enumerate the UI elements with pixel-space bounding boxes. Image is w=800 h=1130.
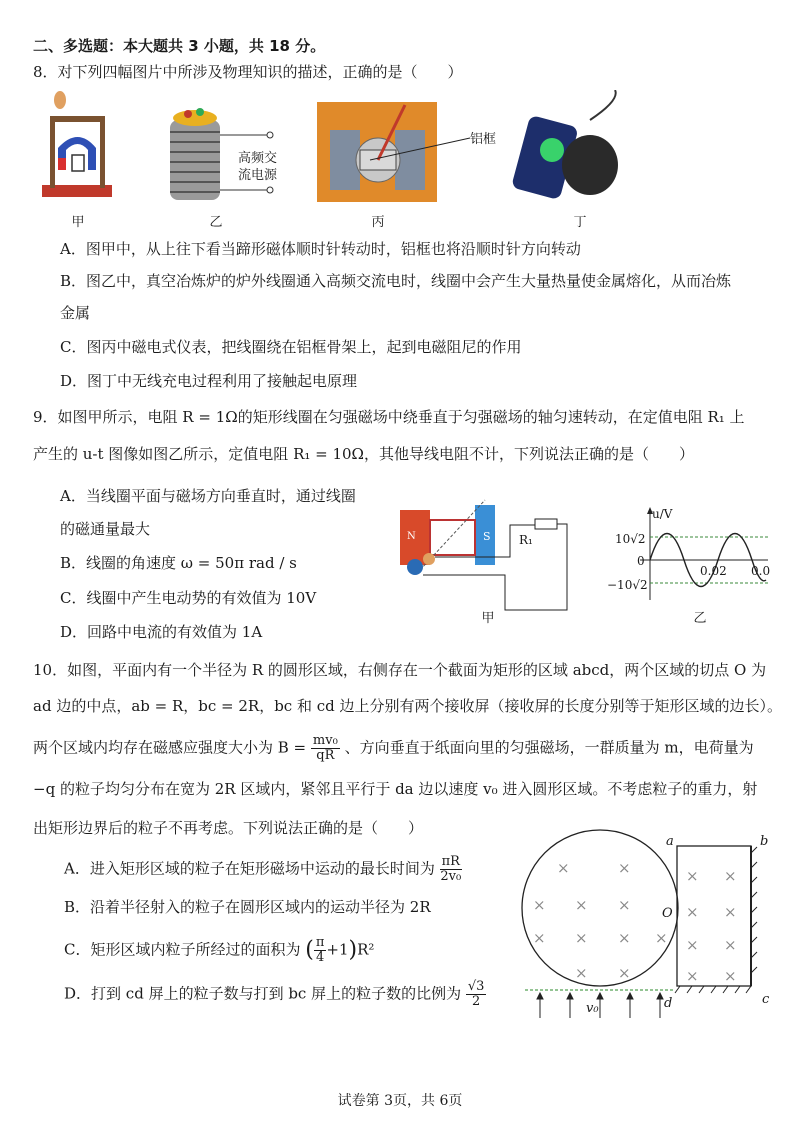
field-cross: × bbox=[533, 929, 546, 947]
option-c-numerator: π bbox=[315, 935, 325, 950]
graph-y-label: u/V bbox=[652, 507, 673, 521]
option-d-numerator: √3 bbox=[467, 979, 485, 994]
field-cross: × bbox=[724, 903, 737, 921]
page-footer: 试卷第 3页，共 6页 bbox=[337, 1093, 463, 1109]
q9-stem-line-2: 产生的 u-t 图像如图乙所示，定值电阻 R₁ = 10Ω，其他导线电阻不计，下列说法正确的是（ ） bbox=[33, 445, 695, 463]
graph-y-top: 10√2 bbox=[615, 532, 646, 546]
caption-ding: 丁 bbox=[573, 215, 587, 230]
field-cross: × bbox=[724, 967, 737, 985]
field-cross: × bbox=[575, 896, 588, 914]
resistor-r1-label: R₁ bbox=[519, 533, 533, 547]
q10-stem-line-2: ad 边的中点，ab = R，bc = 2R，bc 和 cd 边上分别有两个接收屏（接收屏的长度分别等于矩形区域的边长）。 bbox=[33, 697, 783, 715]
field-cross: × bbox=[618, 929, 631, 947]
q10-stem-line-5: 出矩形边界后的粒子不再考虑。下列说法正确的是（ ） bbox=[33, 819, 424, 837]
field-cross: × bbox=[686, 867, 699, 885]
graph-x-tick-2: 0.0 bbox=[751, 564, 771, 578]
q9-option-d: D．回路中电流的有效值为 1A bbox=[60, 623, 263, 641]
caption-jia: 甲 bbox=[71, 215, 85, 230]
option-a-fraction bbox=[440, 855, 462, 884]
field-cross: × bbox=[618, 859, 631, 877]
graph-x-tick-1: 0.02 bbox=[700, 564, 727, 578]
hf-source-label-2: 流电源 bbox=[238, 168, 278, 183]
q10-option-d bbox=[64, 980, 486, 1009]
field-cross: × bbox=[557, 859, 570, 877]
tangent-point-o-label: O bbox=[662, 906, 673, 921]
field-cross: × bbox=[686, 967, 699, 985]
aluminum-frame-label: 铝框 bbox=[470, 132, 497, 147]
hf-source-label-1: 高频交 bbox=[238, 151, 278, 166]
q8-option-b: B．图乙中，真空冶炼炉的炉外线圈通入高频交流电时，线圈中会产生大量热量使金属熔化，从而冶炼 bbox=[60, 272, 732, 290]
q10-option-b: B．沿着半径射入的粒子在圆形区域内的运动半径为 2R bbox=[64, 898, 431, 916]
field-cross: × bbox=[686, 903, 699, 921]
field-cross: × bbox=[686, 936, 699, 954]
q8-option-b-cont: 金属 bbox=[60, 304, 91, 322]
caption-bing: 丙 bbox=[371, 215, 385, 230]
vertex-d-label: d bbox=[664, 996, 673, 1011]
q10-stem-line-3 bbox=[33, 734, 754, 763]
option-c-plus-one: +1 bbox=[326, 940, 349, 959]
q10-stem-line-1: 10．如图，平面内有一个半径为 R 的圆形区域，右侧存在一个截面为矩形的区域 abcd，两个区域的切点 O 为 bbox=[33, 661, 767, 679]
q8-option-c: C．图丙中磁电式仪表，把线圈绕在铝框骨架上，起到电磁阻尼的作用 bbox=[60, 338, 522, 356]
q8-option-a: A．图甲中，从上往下看当蹄形磁体顺时针转动时，铝框也将沿顺时针方向转动 bbox=[60, 240, 581, 258]
velocity-v0-label: v₀ bbox=[586, 1001, 599, 1016]
q10-option-a bbox=[64, 855, 462, 884]
q10-option-c: C．矩形区域内粒子所经过的面积为 ( $\frac{\pi}{4}$ +1)R² bbox=[64, 935, 375, 965]
vertex-c-label: c bbox=[762, 992, 770, 1007]
field-cross: × bbox=[655, 929, 668, 947]
q10-stem-line-3a: 两个区域内均存在磁感应强度大小为 B = bbox=[33, 738, 307, 757]
q10-option-d-text: D．打到 cd 屏上的粒子数与打到 bc 屏上的粒子数的比例为 bbox=[64, 984, 462, 1003]
caption-yi: 乙 bbox=[209, 215, 223, 230]
field-cross: × bbox=[575, 964, 588, 982]
q9-option-b: B．线圈的角速度 ω = 50π rad / s bbox=[60, 554, 297, 572]
q9-option-a: A．当线圈平面与磁场方向垂直时，通过线圈 bbox=[60, 487, 356, 505]
q8-option-d: D．图丁中无线充电过程利用了接触起电原理 bbox=[60, 372, 358, 390]
q10-stem-line-3b: 、方向垂直于纸面向里的匀强磁场，一群质量为 m，电荷量为 bbox=[344, 738, 754, 757]
q8-stem: 8．对下列四幅图片中所涉及物理知识的描述，正确的是（ ） bbox=[33, 63, 463, 81]
galvanometer-figure bbox=[317, 102, 470, 202]
vertex-a-label: a bbox=[666, 834, 674, 849]
b-numerator: mv₀ bbox=[312, 733, 338, 748]
q10-stem-line-4: −q 的粒子均匀分布在宽为 2R 区域内，紧邻且平行于 da 边以速度 v₀ 进入圆形区域。不考虑粒子的重力，射 bbox=[33, 780, 758, 798]
option-a-denominator: 2v₀ bbox=[440, 869, 462, 884]
wireless-charger-figure bbox=[511, 90, 618, 200]
q10-option-c-text: C．矩形区域内粒子所经过的面积为 bbox=[64, 940, 301, 959]
magnet-s-label: S bbox=[483, 530, 491, 543]
field-cross: × bbox=[575, 929, 588, 947]
field-cross: × bbox=[618, 896, 631, 914]
graph-zero: 0 bbox=[637, 554, 645, 568]
field-cross: × bbox=[533, 896, 546, 914]
option-d-fraction bbox=[466, 980, 487, 1009]
horseshoe-magnet-figure bbox=[42, 91, 112, 197]
q8-figures bbox=[30, 90, 750, 220]
b-denominator: qR bbox=[316, 748, 335, 763]
magnet-n-label: N bbox=[407, 531, 416, 542]
q10-option-a-text: A．进入矩形区域的粒子在矩形磁场中运动的最长时间为 bbox=[64, 859, 435, 878]
option-a-numerator: πR bbox=[441, 854, 460, 869]
field-cross: × bbox=[618, 964, 631, 982]
q9-caption-yi: 乙 bbox=[693, 611, 707, 626]
option-c-denominator: 4 bbox=[315, 950, 325, 965]
q9-caption-jia: 甲 bbox=[481, 611, 495, 626]
option-c-r-squared: R² bbox=[357, 940, 375, 959]
b-fraction bbox=[311, 734, 340, 763]
vertex-b-label: b bbox=[760, 834, 769, 849]
field-cross: × bbox=[724, 936, 737, 954]
option-c-fraction bbox=[314, 936, 327, 965]
graph-y-bottom: −10√2 bbox=[607, 578, 648, 592]
q9-stem-line-1: 9．如图甲所示，电阻 R = 1Ω的矩形线圈在匀强磁场中绕垂直于匀强磁场的轴匀速转动，在定值电阻 R₁ 上 bbox=[33, 408, 745, 426]
q9-option-a-cont: 的磁通量最大 bbox=[60, 520, 151, 538]
option-d-denominator: 2 bbox=[472, 994, 481, 1009]
section-title: 二、多选题：本大题共 3 小题，共 18 分。 bbox=[33, 37, 326, 55]
q9-generator-circuit bbox=[395, 495, 575, 620]
q9-option-c: C．线圈中产生电动势的有效值为 10V bbox=[60, 589, 317, 607]
field-cross: × bbox=[724, 867, 737, 885]
